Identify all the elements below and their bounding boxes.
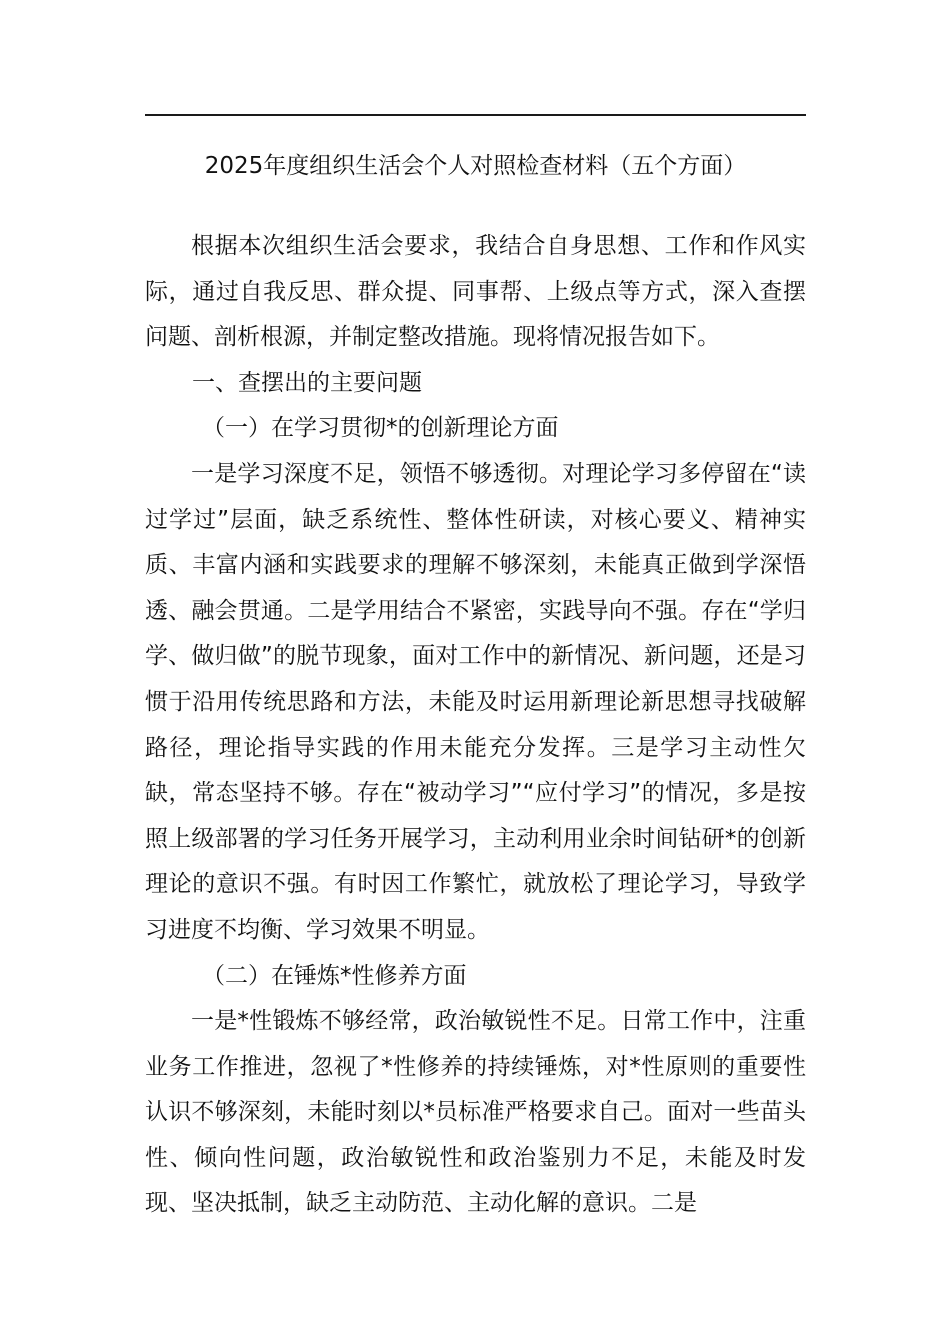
- subsection-heading-theory: （一）在学习贯彻*的创新理论方面: [202, 415, 559, 442]
- intro-paragraph: 根据本次组织生活会要求，我结合自身思想、工作和作风实际，通过自我反思、群众提、同事帮、上级点等方式，深入查摆问题、剖析根源，并制定整改措施。现将情况报告如下。: [145, 233, 806, 351]
- subsection-heading-cultivation: （二）在锤炼*性修养方面: [202, 962, 467, 989]
- theory-paragraph: 一是学习深度不足，领悟不够透彻。对理论学习多停留在“读过学过”层面，缺乏系统性、整体性研读，对核心要义、精神实质、丰富内涵和实践要求的理解不够深刻，未能真正做到学深悟透、融会贯通。二是学用结合不紧密，实践导向不强。存在“学归学、做归做”的脱节现象，面对工作中的新情况、新问题，还是习惯于沿用传统思路和方法，未能及时运用新理论新思想寻找破解路径，理论指导实践的作用未能充分发挥。三是学习主动性欠缺，常态坚持不够。存在“被动学习”“应付学习”的情况，多是按照上级部署的学习任务开展学习，主动利用业余时间钻研*的创新理论的意识不强。有时因工作繁忙，就放松了理论学习，导致学习进度不均衡、学习效果不明显。: [145, 460, 806, 943]
- cultivation-paragraph: 一是*性锻炼不够经常，政治敏锐性不足。日常工作中，注重业务工作推进，忽视了*性修养的持续锤炼，对*性原则的重要性认识不够深刻，未能时刻以*员标准严格要求自己。面对一些苗头性、倾向性问题，政治敏锐性和政治鉴别力不足，未能及时发现、坚决抵制，缺乏主动防范、主动化解的意识。二是: [145, 1008, 806, 1217]
- document-body: [145, 224, 806, 1227]
- section-heading-problems: 一、查摆出的主要问题: [192, 369, 422, 396]
- document-title: 2025年度组织生活会个人对照检查材料（五个方面）: [204, 153, 747, 179]
- header-rule: [145, 114, 806, 116]
